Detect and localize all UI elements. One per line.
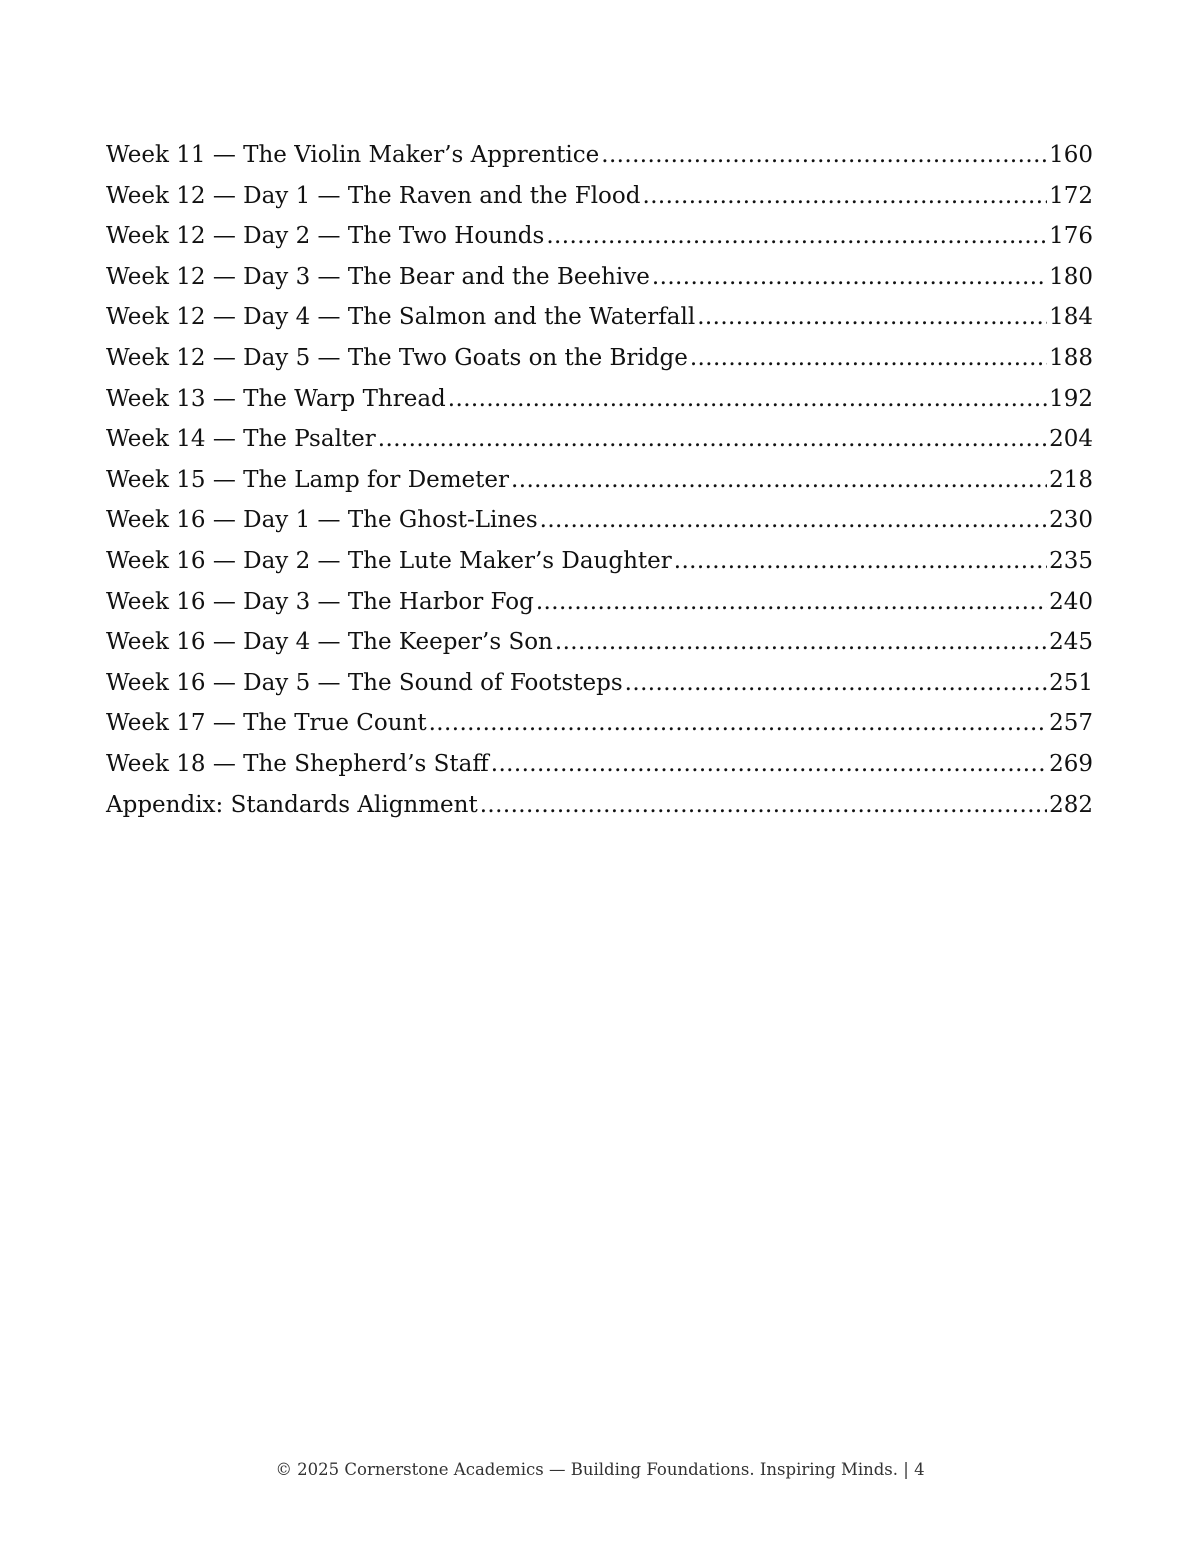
toc-entry[interactable] <box>106 744 1093 785</box>
dot-leader <box>448 379 1047 420</box>
toc-entry-title: Week 17 — The True Count <box>106 710 427 737</box>
toc-entry-title: Week 12 — Day 2 — The Two Hounds <box>106 223 545 250</box>
toc-entry[interactable] <box>106 500 1093 541</box>
toc-entry-page: 184 <box>1049 304 1093 331</box>
toc-entry-page: 257 <box>1049 710 1093 737</box>
toc-entry-page: 251 <box>1049 669 1093 696</box>
toc-entry-page: 245 <box>1049 629 1093 656</box>
table-of-contents <box>106 135 1093 825</box>
toc-entry[interactable] <box>106 622 1093 663</box>
toc-entry[interactable] <box>106 663 1093 704</box>
toc-entry[interactable] <box>106 297 1093 338</box>
dot-leader <box>674 541 1047 582</box>
toc-entry[interactable] <box>106 338 1093 379</box>
toc-entry-title: Week 12 — Day 1 — The Raven and the Flood <box>106 182 641 209</box>
toc-entry-page: 282 <box>1049 791 1093 818</box>
toc-entry[interactable] <box>106 703 1093 744</box>
dot-leader <box>429 703 1048 744</box>
dot-leader <box>546 216 1047 257</box>
toc-entry-title: Week 16 — Day 4 — The Keeper’s Son <box>106 629 553 656</box>
toc-entry[interactable] <box>106 135 1093 176</box>
toc-entry[interactable] <box>106 541 1093 582</box>
toc-entry-page: 188 <box>1049 344 1093 371</box>
dot-leader <box>601 135 1047 176</box>
dot-leader <box>540 500 1047 541</box>
toc-entry-title: Week 16 — Day 1 — The Ghost-Lines <box>106 507 538 534</box>
toc-entry-page: 192 <box>1049 385 1093 412</box>
toc-entry[interactable] <box>106 419 1093 460</box>
toc-entry-page: 176 <box>1049 223 1093 250</box>
toc-entry[interactable] <box>106 216 1093 257</box>
toc-entry[interactable] <box>106 460 1093 501</box>
toc-entry[interactable] <box>106 379 1093 420</box>
toc-entry-page: 269 <box>1049 750 1093 777</box>
dot-leader <box>690 338 1047 379</box>
toc-entry-page: 230 <box>1049 507 1093 534</box>
toc-entry[interactable] <box>106 176 1093 217</box>
toc-entry-title: Week 14 — The Psalter <box>106 426 376 453</box>
toc-entry-page: 172 <box>1049 182 1093 209</box>
dot-leader <box>555 622 1047 663</box>
dot-leader <box>491 744 1047 785</box>
dot-leader <box>536 582 1047 623</box>
toc-entry-title: Week 16 — Day 2 — The Lute Maker’s Daughter <box>106 547 672 574</box>
dot-leader <box>625 663 1047 704</box>
dot-leader <box>652 257 1047 298</box>
toc-entry[interactable] <box>106 785 1093 826</box>
toc-entry-page: 235 <box>1049 547 1093 574</box>
toc-entry-title: Week 11 — The Violin Maker’s Apprentice <box>106 142 600 168</box>
toc-entry[interactable] <box>106 582 1093 623</box>
toc-entry-page: 160 <box>1049 142 1093 168</box>
dot-leader <box>480 785 1047 826</box>
toc-entry-title: Week 12 — Day 5 — The Two Goats on the Bridge <box>106 344 688 371</box>
page-footer: © 2025 Cornerstone Academics — Building Foundations. Inspiring Minds. | 4 <box>275 1460 925 1479</box>
dot-leader <box>378 419 1047 460</box>
toc-entry-title: Week 16 — Day 5 — The Sound of Footsteps <box>106 669 623 696</box>
toc-entry-title: Week 12 — Day 3 — The Bear and the Beehive <box>106 263 650 290</box>
toc-entry-page: 180 <box>1049 263 1093 290</box>
toc-entry-title: Week 15 — The Lamp for Demeter <box>106 466 510 493</box>
toc-entry-title: Week 12 — Day 4 — The Salmon and the Waterfall <box>106 304 696 331</box>
toc-entry-title: Week 18 — The Shepherd’s Staff <box>106 750 489 777</box>
dot-leader <box>511 460 1047 501</box>
toc-entry-title: Week 16 — Day 3 — The Harbor Fog <box>106 588 534 615</box>
toc-entry-page: 218 <box>1049 466 1093 493</box>
toc-entry-title: Week 13 — The Warp Thread <box>106 385 446 412</box>
toc-entry-page: 204 <box>1049 426 1093 453</box>
toc-entry[interactable] <box>106 257 1093 298</box>
toc-entry-title: Appendix: Standards Alignment <box>106 791 478 818</box>
dot-leader <box>697 297 1047 338</box>
toc-entry-page: 240 <box>1049 588 1093 615</box>
dot-leader <box>642 176 1047 217</box>
